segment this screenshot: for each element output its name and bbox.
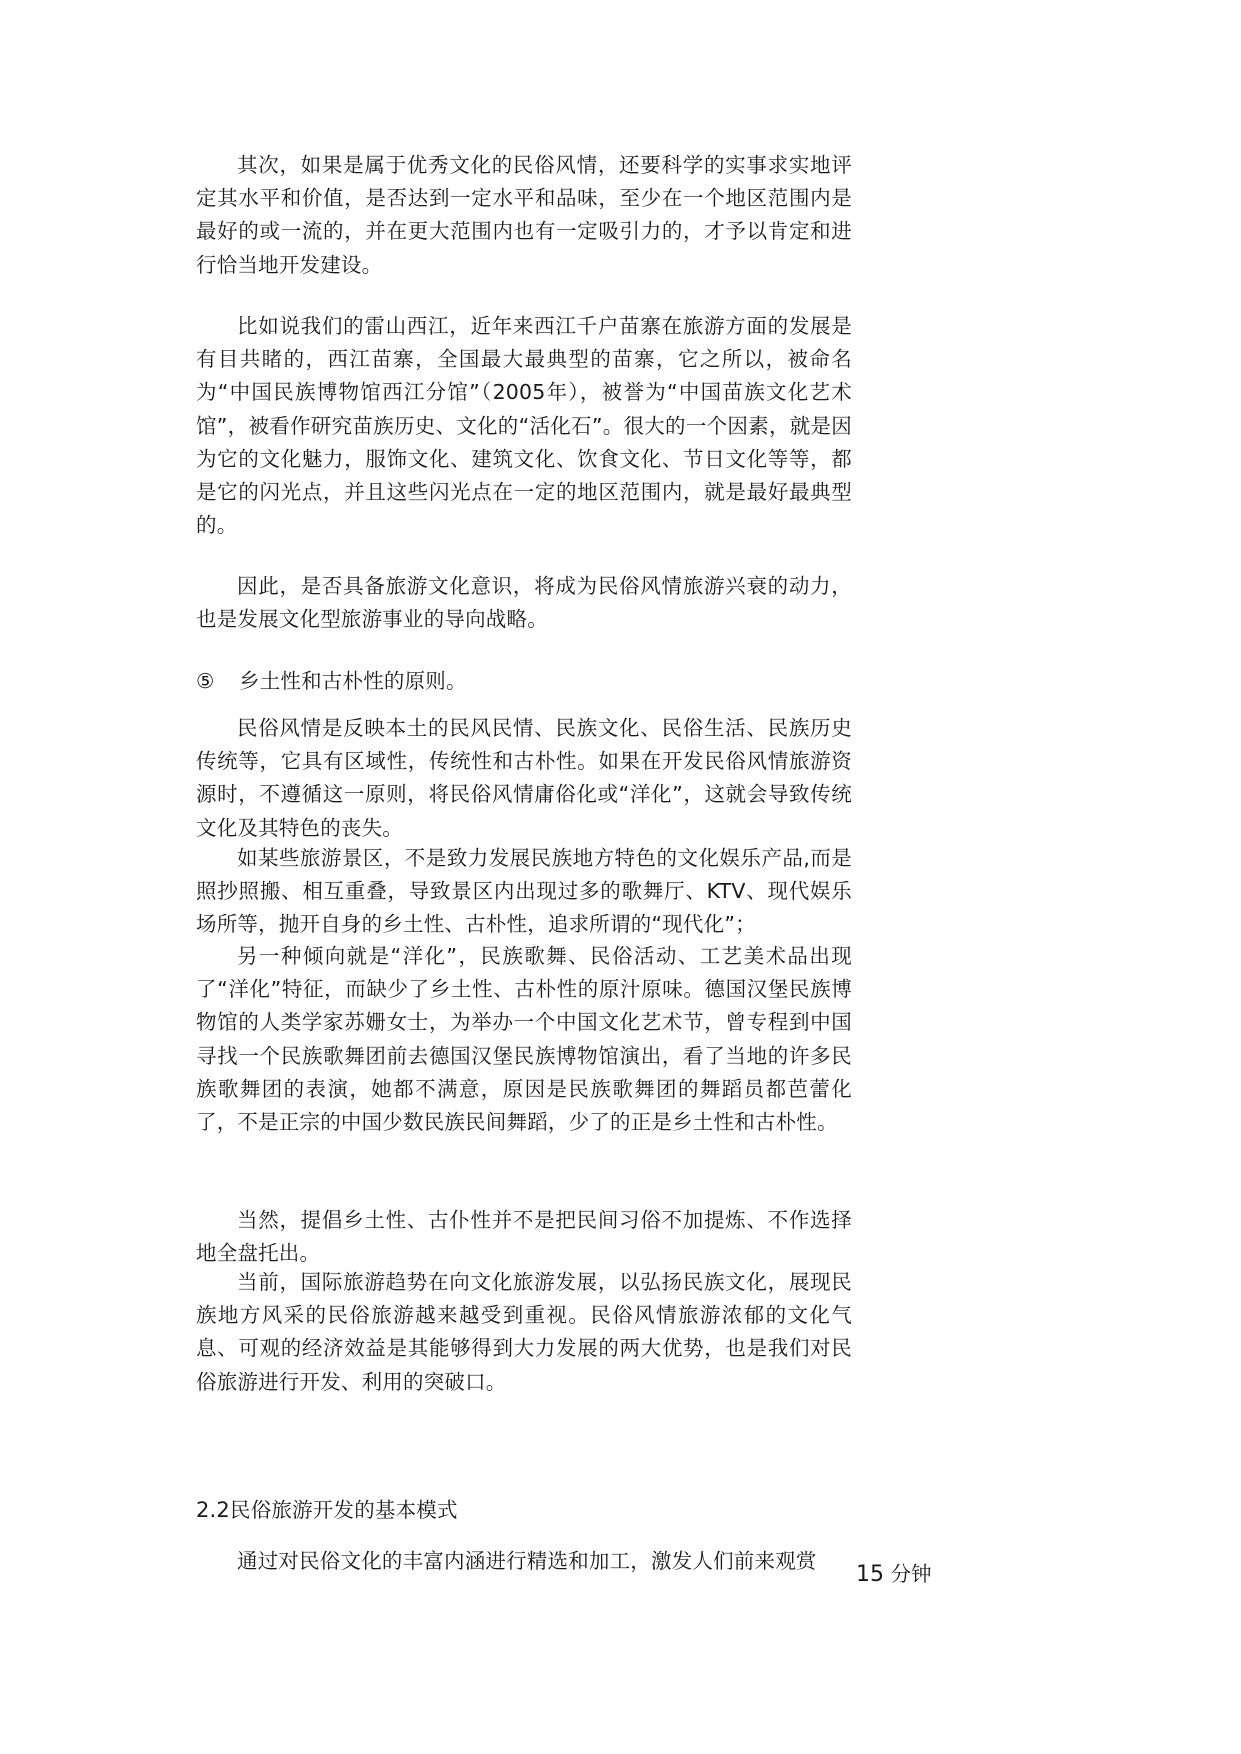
paragraph-westernization (196, 940, 852, 1139)
section-number: 2.2 (196, 1498, 230, 1522)
paragraph-conclusion (196, 570, 852, 636)
paragraph-text: 因此，是否具备旅游文化意识，将成为民俗风情旅游兴衰的动力，也是发展文化型旅游事业的导向战略。 (196, 574, 852, 632)
paragraph-text: 当前，国际旅游趋势在向文化旅游发展，以弘扬民族文化，展现民族地方风采的民俗旅游越来越受到重视。民俗风情旅游浓郁的文化气息、可观的经济效益是其能够得到大力发展的两大优势，也是我们对民俗旅游进行开发、利用的突破口。 (196, 1270, 852, 1394)
paragraph-xijiang-example (196, 310, 852, 542)
paragraph-text: 其次，如果是属于优秀文化的民俗风情，还要科学的实事求实地评定其水平和价值，是否达到一定水平和品味，至少在一个地区范围内是最好的或一流的，并在更大范围内也有一定吸引力的，才予以肯定和进行恰当地开发建设。 (196, 153, 852, 277)
paragraph-advocacy (196, 1204, 852, 1270)
time-marker (856, 1560, 932, 1589)
section-heading (196, 1494, 852, 1527)
paragraph-text: 当然，提倡乡土性、古仆性并不是把民间习俗不加提炼、不作选择地全盘托出。 (196, 1208, 852, 1266)
list-item-principle-5 (196, 665, 852, 698)
paragraph-text: 通过对民俗文化的丰富内涵进行精选和加工，激发人们前来观赏 (237, 1549, 817, 1573)
section-title: 民俗旅游开发的基本模式 (230, 1498, 458, 1522)
paragraph-basic-model (196, 1545, 852, 1578)
paragraph-evaluation (196, 149, 852, 282)
list-number: ⑤ (196, 669, 215, 693)
paragraph-international-trend (196, 1266, 852, 1399)
time-unit: 分钟 (890, 1562, 932, 1586)
paragraph-text: 比如说我们的雷山西江，近年来西江千户苗寨在旅游方面的发展是有目共睹的，西江苗寨，全国最大最典型的苗寨，它之所以，被命名为“中国民族博物馆西江分馆”（2005年），被誉为“中国苗族文化艺术馆”，被看作研究苗族历史、文化的“活化石”。很大的一个因素，就是因为它的文化魅力，服饰文化、建筑文化、饮食文化、节日文化等等，都是它的闪光点，并且这些闪光点在一定的地区范围内，就是最好最典型的。 (196, 314, 852, 538)
paragraph-text: 另一种倾向就是“洋化”，民族歌舞、民俗活动、工艺美术品出现了“洋化”特征，而缺少了乡土性、古朴性的原汁原味。德国汉堡民族博物馆的人类学家苏姗女士，为举办一个中国文化艺术节，曾专程到中国寻找一个民族歌舞团前去德国汉堡民族博物馆演出，看了当地的许多民族歌舞团的表演，她都不满意，原因是民族歌舞团的舞蹈员都芭蕾化了，不是正宗的中国少数民族民间舞蹈，少了的正是乡土性和古朴性。 (196, 944, 852, 1135)
list-item-text: 乡土性和古朴性的原则。 (239, 669, 467, 693)
paragraph-text: 如某些旅游景区，不是致力发展民族地方特色的文化娱乐产品,而是照抄照搬、相互重叠，导致景区内出现过多的歌舞厅、KTV、现代娱乐场所等，抛开自身的乡土性、古朴性，追求所谓的“现代化”； (196, 846, 852, 937)
time-number: 15 (856, 1562, 884, 1587)
paragraph-folk-customs (196, 712, 852, 845)
paragraph-text: 民俗风情是反映本土的民风民情、民族文化、民俗生活、民族历史传统等，它具有区域性，传统性和古朴性。如果在开发民俗风情旅游资源时，不遵循这一原则，将民俗风情庸俗化或“洋化”，这就会导致传统文化及其特色的丧失。 (196, 716, 852, 840)
paragraph-scenic-areas (196, 842, 852, 942)
